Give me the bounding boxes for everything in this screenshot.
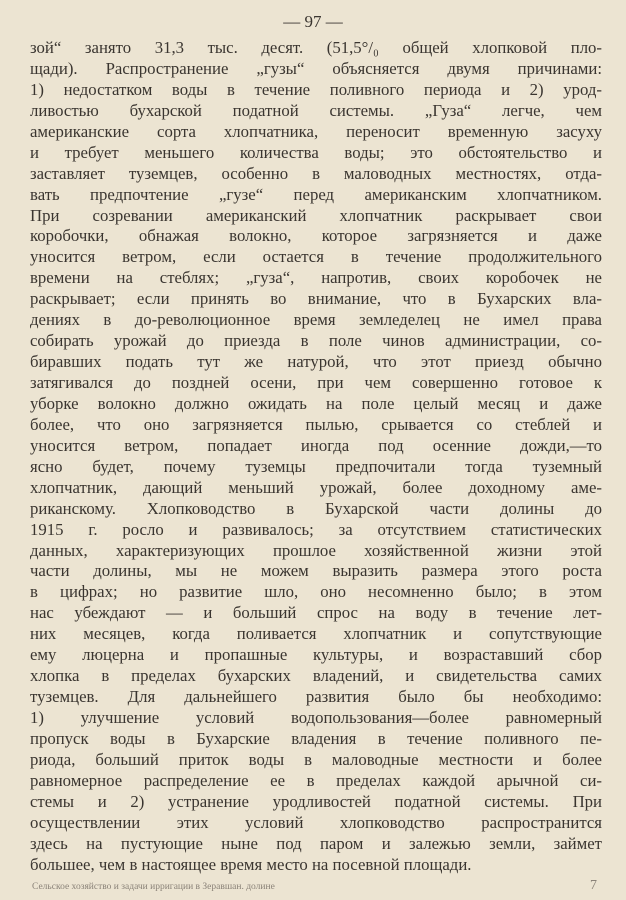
text-line: хлопчатник, дающий меньший урожай, более доходному аме- [30, 477, 602, 497]
text-line: стемы и 2) устранение уродливостей податной системы. При [30, 791, 602, 811]
text-line: и требует меньшего количества воды; это обстоятельство и [30, 142, 602, 162]
text-line: осуществлении этих условий хлопководство распространится [30, 812, 602, 832]
text-line: американские сорта хлопчатника, переносит временную засуху [30, 121, 602, 141]
text-line: биравших подать тут же натурой, что этот приезд обычно [30, 352, 602, 372]
text-line: зой“ занято 31,3 тыс. десят. (51,5°/₀ общей хлопковой пло- [30, 38, 602, 57]
text-line: уносится ветром, попадает иногда под осенние дожди,—то [30, 435, 602, 455]
text-line: щади). Распространение „гузы“ объясняется двумя причинами: [30, 58, 602, 78]
text-line: риканскому. Хлопководство в Бухарской части долины до [30, 498, 602, 518]
text-line: здесь на пустующие ныне под паром и залежью земли, займет [30, 833, 602, 853]
text-line: туземцев. Для дальнейшего развития было бы необходимо: [30, 687, 602, 707]
text-line: риода, больший приток воды в маловодные местности и более [30, 749, 602, 769]
page-number: — 97 — [283, 12, 343, 31]
text-line: заставляет туземцев, особенно в маловодных местностях, отда- [30, 163, 602, 183]
text-line: 1) улучшение условий водопользования—более равномерный [30, 708, 602, 727]
text-line: При созревании американский хлопчатник раскрывает свои [30, 205, 602, 225]
text-line: затягивался до поздней осени, при чем совершенно готовое к [30, 373, 602, 392]
text-line: ему люцерна и пропашные культуры, и возраставший сбор [30, 645, 602, 665]
text-line: собирать урожай до приезда в поле чинов администрации, со- [30, 331, 602, 351]
text-line: части долины, мы не можем выразить размера этого роста [30, 561, 602, 581]
text-line: времени на стеблях; „гуза“, напротив, своих коробочек не [30, 268, 602, 288]
text-line: равномерное распределение ее в пределах каждой арычной си- [30, 770, 602, 790]
text-line: коробочки, обнажая волокно, которое загрязняется и даже [30, 226, 602, 246]
text-line: 1) недостатком воды в течение поливного периода и 2) урод- [30, 79, 602, 99]
text-line: дениях в до-революционное время земледелец не имел права [30, 310, 602, 330]
signature-mark: 7 [590, 878, 597, 893]
text-line: данных, характеризующих прошлое хозяйственной жизни этой [30, 540, 602, 560]
text-line: уборке волокно должно ожидать на поле целый месяц и даже [30, 393, 602, 413]
footer-title: Сельское хозяйство и задачи ирригации в Зеравшан. долине [32, 882, 275, 892]
text-line: более, что оно загрязняется пылью, срывается со стеблей и [30, 414, 602, 434]
text-line: нас убеждают — и больший спрос на воду в течение лет- [30, 603, 602, 623]
text-line: вать предпочтение „гузе“ перед американским хлопчатником. [30, 184, 602, 204]
text-line: большее, чем в настоящее время место на посевной площади. [30, 854, 472, 874]
text-line: раскрывает; если принять во внимание, что в Бухарских вла- [30, 289, 602, 309]
text-line: них месяцев, когда поливается хлопчатник и сопутствующие [30, 624, 602, 644]
body-text [30, 38, 602, 876]
text-line: ясно будет, почему туземцы предпочитали тогда туземный [30, 456, 602, 476]
text-line: хлопка в пределах бухарских владений, и свидетельства самих [30, 666, 602, 686]
text-line: 1915 г. росло и развивалось; за отсутствием статистических [30, 519, 602, 539]
text-line: ливостью бухарской податной системы. „Гуза“ легче, чем [30, 100, 602, 120]
text-line: пропуск воды в Бухарские владения в течение поливного пе- [30, 728, 602, 748]
text-line: в цифрах; но развитие шло, оно несомненно было; в этом [30, 582, 602, 602]
text-line: уносится ветром, если остается в течение продолжительного [30, 247, 602, 267]
